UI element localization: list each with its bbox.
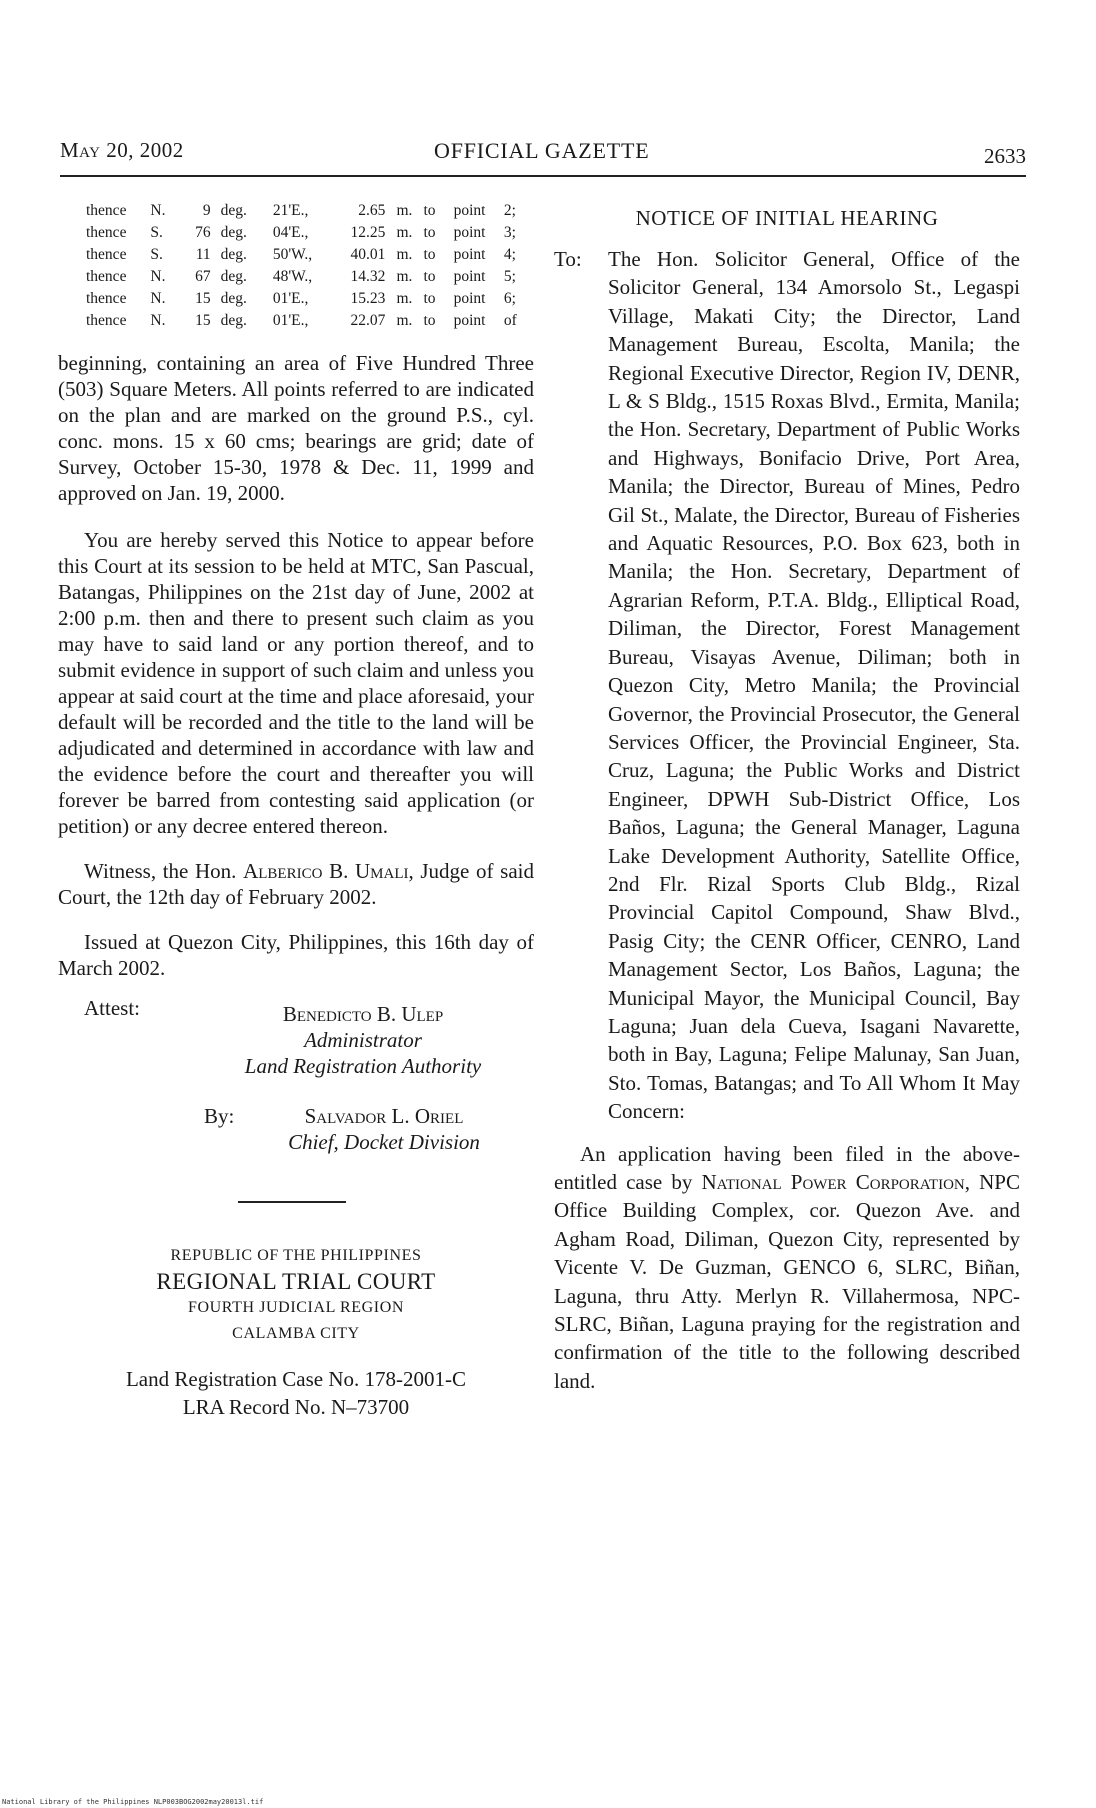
witness-text: Witness, the Hon. bbox=[84, 859, 244, 883]
bearing-row bbox=[58, 288, 534, 310]
bearing-cell: 2; bbox=[503, 202, 516, 219]
bearing-cell: to bbox=[423, 224, 436, 241]
bearing-row bbox=[58, 244, 534, 266]
bearing-cell: of bbox=[503, 312, 517, 329]
notice-paragraph: You are hereby served this Notice to appear before this Court at its session to be held at MTC, San Pascual, Batangas, Philippines on the 21st day of June, 2002 at 2:00 p.m. then and there to present such claim as you may have to said land or any portion thereof, and to submit evidence in support of such claim and unless you appear at said court at the time and place aforesaid, your default will be recorded and the title to the land will be adjudicated and determined in accordance with law and the evidence before the court and thereafter you will forever be barred from contesting said application (or petition) or any decree entered thereon. bbox=[58, 528, 534, 838]
bearing-cell: 15.23 bbox=[350, 290, 386, 307]
bearing-cell: 5; bbox=[503, 268, 516, 285]
bearing-cell: 6; bbox=[503, 290, 516, 307]
bearing-cell: 67 bbox=[195, 268, 211, 285]
bearing-cell: deg. bbox=[220, 290, 247, 307]
bearing-cell: 11 bbox=[195, 246, 211, 263]
bearing-cell: 12.25 bbox=[350, 224, 386, 241]
case-number: Land Registration Case No. 178-2001-C bbox=[125, 1367, 467, 1391]
bearing-cell: deg. bbox=[220, 246, 247, 263]
bearing-cell: thence bbox=[86, 268, 127, 285]
court-republic: REPUBLIC OF THE PHILIPPINES bbox=[170, 1247, 422, 1264]
by-label: By: bbox=[204, 1104, 235, 1128]
header-rule bbox=[60, 175, 1026, 177]
by-signatory bbox=[254, 1103, 514, 1155]
bearing-cell: point bbox=[453, 290, 486, 307]
notice-heading: NOTICE OF INITIAL HEARING bbox=[635, 206, 939, 230]
bearing-row bbox=[58, 310, 534, 332]
bearing-cell: m. bbox=[396, 312, 413, 329]
bearing-row bbox=[58, 222, 534, 244]
bearing-cell: thence bbox=[86, 312, 127, 329]
bearing-cell: to bbox=[423, 268, 436, 285]
application-text-end: , NPC Office Building Complex, cor. Quezon Ave. and Agham Road, Diliman, Quezon City, represented by Vicente V. De Guzman, GENCO 6, SLRC, Biñan, Laguna, thru Atty. Merlyn R. Villahermosa, NPC-SLRC, Biñan, Laguna praying for the registration and confirmation of the title to the following described land. bbox=[554, 1170, 1020, 1393]
attestation-block bbox=[58, 995, 534, 1175]
bearing-cell: to bbox=[423, 246, 436, 263]
right-column bbox=[554, 200, 1020, 1395]
section-divider bbox=[238, 1201, 346, 1203]
court-caption bbox=[58, 1243, 534, 1347]
applicant-name: National Power Corporation bbox=[701, 1170, 965, 1194]
bearing-cell: deg. bbox=[220, 312, 247, 329]
page-header bbox=[60, 138, 1026, 170]
attest-agency: Land Registration Authority bbox=[244, 1054, 482, 1078]
left-column bbox=[58, 200, 534, 1421]
bearing-cell: thence bbox=[86, 202, 127, 219]
case-caption bbox=[58, 1365, 534, 1421]
bearing-cell: point bbox=[453, 246, 486, 263]
issued-paragraph: Issued at Quezon City, Philippines, this 16th day of March 2002. bbox=[58, 930, 534, 980]
page-number: 2633 bbox=[984, 144, 1026, 168]
land-description-paragraph: beginning, containing an area of Five Hundred Three (503) Square Meters. All points referred to are indicated on the plan and are marked on the ground P.S., cyl. conc. mons. 15 x 60 cms; bearings are grid; date of Survey, October 15-30, 1978 & Dec. 11, 1999 and approved on Jan. 19, 2000. bbox=[58, 351, 534, 505]
bearing-cell: 9 bbox=[202, 202, 211, 219]
witness-text-end: , Judge of said Court, the 12th day of February 2002. bbox=[58, 859, 534, 909]
bearing-cell: 3; bbox=[503, 224, 516, 241]
bearing-cell: S. bbox=[150, 224, 163, 241]
by-title: Chief, Docket Division bbox=[288, 1130, 480, 1154]
witness-paragraph bbox=[58, 858, 534, 910]
attest-name: Benedicto B. Ulep bbox=[282, 1002, 444, 1026]
bearing-cell: 76 bbox=[195, 224, 211, 241]
bearing-cell: point bbox=[453, 268, 486, 285]
judge-name: Alberico B. Umali bbox=[243, 859, 409, 883]
bearing-cell: 50'W., bbox=[272, 246, 313, 263]
bearing-cell: thence bbox=[86, 224, 127, 241]
bearing-cell: 15 bbox=[195, 290, 211, 307]
bearing-cell: to bbox=[423, 312, 436, 329]
bearing-cell: m. bbox=[396, 290, 413, 307]
court-name: REGIONAL TRIAL COURT bbox=[156, 1269, 436, 1294]
bearing-cell: 01'E., bbox=[272, 290, 309, 307]
bearing-cell: N. bbox=[150, 202, 166, 219]
lra-record-number: LRA Record No. N–73700 bbox=[182, 1395, 410, 1419]
attest-label: Attest: bbox=[84, 996, 140, 1020]
bearing-cell: 15 bbox=[195, 312, 211, 329]
bearing-cell: 21'E., bbox=[272, 202, 309, 219]
addressees-block bbox=[554, 245, 1020, 1126]
bearing-cell: 48'W., bbox=[272, 268, 313, 285]
bearing-cell: to bbox=[423, 202, 436, 219]
bearing-cell: 14.32 bbox=[350, 268, 386, 285]
bearing-cell: point bbox=[453, 312, 486, 329]
by-name: Salvador L. Oriel bbox=[304, 1104, 464, 1128]
bearing-cell: deg. bbox=[220, 202, 247, 219]
bearing-cell: m. bbox=[396, 202, 413, 219]
bearing-cell: 01'E., bbox=[272, 312, 309, 329]
bearing-cell: 04'E., bbox=[272, 224, 309, 241]
application-text: An application having been filed in the above-entitled case by bbox=[554, 1141, 1020, 1194]
bearings-table bbox=[58, 200, 534, 332]
bearing-cell: thence bbox=[86, 290, 127, 307]
bearing-cell: N. bbox=[150, 268, 166, 285]
bearing-row bbox=[58, 200, 534, 222]
bearing-cell: point bbox=[453, 224, 486, 241]
bearing-cell: m. bbox=[396, 268, 413, 285]
scan-source-note: National Library of the Philippines NLP003BOG2002may20013l.tif bbox=[2, 1798, 264, 1806]
publication-title: OFFICIAL GAZETTE bbox=[434, 138, 650, 163]
bearing-cell: 2.65 bbox=[358, 202, 386, 219]
court-region: FOURTH JUDICIAL REGION bbox=[187, 1299, 405, 1316]
bearing-cell: to bbox=[423, 290, 436, 307]
bearing-cell: m. bbox=[396, 246, 413, 263]
bearing-cell: point bbox=[453, 202, 486, 219]
bearing-cell: S. bbox=[150, 246, 163, 263]
attest-signatory bbox=[218, 1001, 508, 1079]
application-paragraph bbox=[554, 1140, 1020, 1396]
bearing-cell: deg. bbox=[220, 268, 247, 285]
bearing-cell: N. bbox=[150, 290, 166, 307]
court-city: CALAMBA CITY bbox=[232, 1325, 360, 1342]
bearing-cell: N. bbox=[150, 312, 166, 329]
bearing-cell: 40.01 bbox=[350, 246, 386, 263]
bearing-row bbox=[58, 266, 534, 288]
bearing-cell: deg. bbox=[220, 224, 247, 241]
issue-date: May 20, 2002 bbox=[60, 138, 184, 162]
addressees-text: The Hon. Solicitor General, Office of the Solicitor General, 134 Amorsolo St., Legaspi Village, Makati City; the Director, Land Management Bureau, Escolta, Manila; the Regional Executive Director, Region IV, DENR, L & S Bldg., 1515 Roxas Blvd., Ermita, Manila; the Hon. Secretary, Department of Public Works and Highways, Bonifacio Drive, Port Area, Manila; the Director, Bureau of Mines, Pedro Gil St., Malate, the Director, Bureau of Fisheries and Aquatic Resources, P.O. Box 623, both in Manila; the Hon. Secretary, Department of Agrarian Reform, P.T.A. Bldg., Elliptical Road, Diliman, the Director, Forest Management Bureau, Visayas Avenue, Diliman; both in Quezon City, Metro Manila; the Provincial Governor, the Provincial Prosecutor, the General Services Officer, the Provincial Engineer, Sta. Cruz, Laguna; the Public Works and District Engineer, DPWH Sub-District Office, Los Baños, Laguna; the General Manager, Laguna Lake Development Authority, Satellite Office, 2nd Flr. Rizal Sports Club Bldg., Rizal Provincial Capitol Compound, Shaw Blvd., Pasig City; the CENR Officer, CENRO, Land Management Sector, Los Baños, Laguna; the Municipal Mayor, the Municipal Council, Bay Laguna; Juan dela Cueva, Isagani Navarette, both in Bay, Laguna; Felipe Malunay, San Juan, Sto. Tomas, Batangas; and To All Whom It May Concern: bbox=[608, 247, 1020, 1124]
attest-title: Administrator bbox=[304, 1028, 422, 1052]
bearing-cell: 22.07 bbox=[350, 312, 386, 329]
bearing-cell: m. bbox=[396, 224, 413, 241]
bearing-cell: thence bbox=[86, 246, 127, 263]
to-label: To: bbox=[554, 247, 582, 271]
bearing-cell: 4; bbox=[503, 246, 516, 263]
